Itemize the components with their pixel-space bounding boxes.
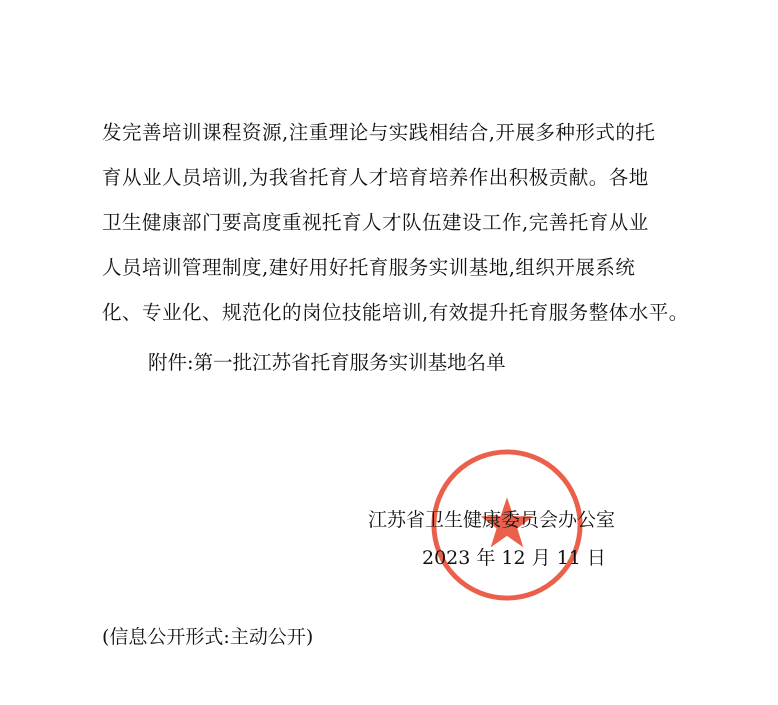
body-line-4: 人员培训管理制度,建好用好托育服务实训基地,组织开展系统 <box>102 256 636 279</box>
body-line-5: 化、专业化、规范化的岗位技能培训,有效提升托育服务整体水平。 <box>102 301 689 324</box>
body-line-3: 卫生健康部门要高度重视托育人才队伍建设工作,完善托育从业 <box>102 211 649 234</box>
body-paragraph <box>102 110 702 335</box>
attachment-line: 附件:第一批江苏省托育服务实训基地名单 <box>148 351 506 374</box>
disclosure-note: (信息公开形式:主动公开) <box>102 626 314 648</box>
issue-date: 2023 年 12 月 11 日 <box>422 547 606 569</box>
issuer-name: 江苏省卫生健康委员会办公室 <box>368 509 616 531</box>
body-line-2: 育从业人员培训,为我省托育人才培育培养作出积极贡献。各地 <box>102 166 649 189</box>
body-line-1: 发完善培训课程资源,注重理论与实践相结合,开展多种形式的托 <box>102 121 656 144</box>
